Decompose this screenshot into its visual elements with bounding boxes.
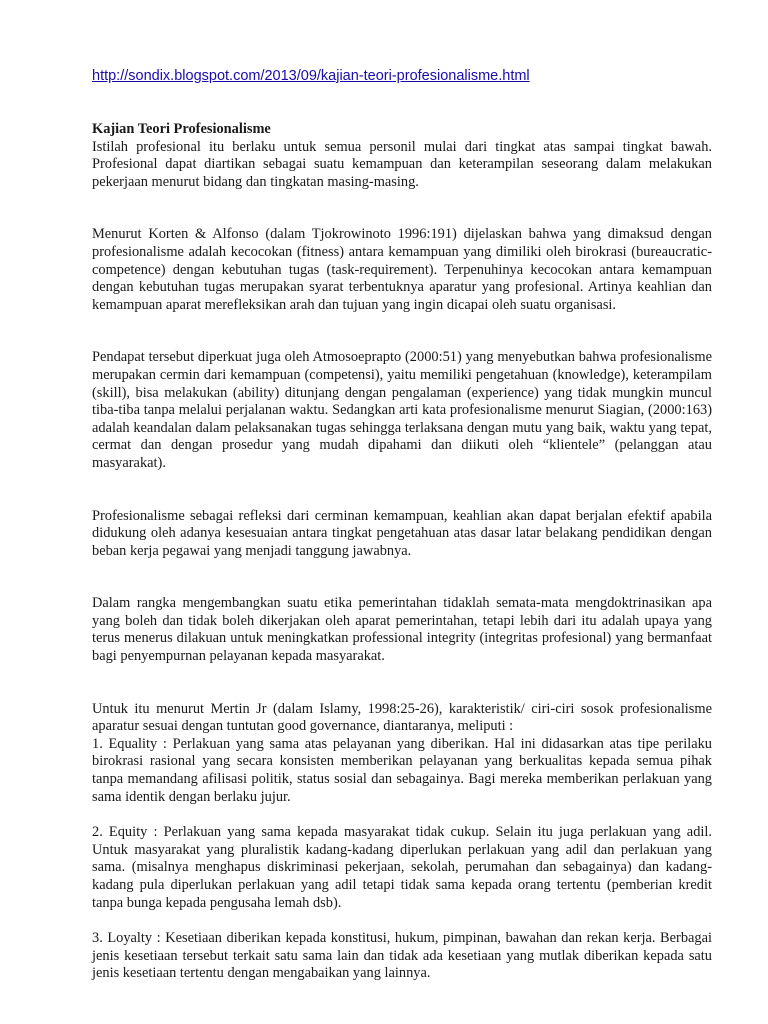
list-item-equality: 1. Equality : Perlakuan yang sama atas pelayanan yang diberikan. Hal ini didasarkan atas tipe perilaku birokrasi rasional yang secara konsisten memberikan pelayanan yang berkualitas kepada semua pihak tanpa memandang afilisasi politik, status sosial dan sebagainya. Bagi mereka memberikan perlakuan yang sama identik dengan berlaku jujur. bbox=[92, 735, 712, 805]
list-item-loyalty: 3. Loyalty : Kesetiaan diberikan kepada konstitusi, hukum, pimpinan, bawahan dan rekan kerja. Berbagai jenis kesetiaan tersebut terkait satu sama lain dan tidak ada kesetiaan yang mutlak diberikan kepada satu jenis kesetiaan tertentu dengan mengabaikan yang lainnya. bbox=[92, 930, 712, 982]
article-body bbox=[92, 121, 712, 983]
article-title: Kajian Teori Profesionalisme bbox=[92, 121, 271, 137]
document-page bbox=[92, 0, 712, 1024]
paragraph-atmosoeprapto: Pendapat tersebut diperkuat juga oleh Atmosoeprapto (2000:51) yang menyebutkan bahwa profesionalisme merupakan cermin dari kemampuan (competensi), yaitu memiliki pengetahuan (knowledge), keterampilam (skill), bisa melakukan (ability) ditunjang dengan pengalaman (experience) yang tidak mungkin muncul tiba-tiba tanpa melalui perjalanan waktu. Sedangkan arti kata profesionalisme menurut Siagian, (2000:163) adalah keandalan dalam pelaksanakan tugas sehingga terlaksana dengan mutu yang baik, waktu yang tepat, cermat dan dengan prosedur yang mudah dipahami dan diikuti oleh “klientele” (pelanggan atau masyarakat). bbox=[92, 349, 712, 471]
paragraph-etika: Dalam rangka mengembangkan suatu etika pemerintahan tidaklah semata-mata mengdoktrinasikan apa yang boleh dan tidak boleh dikerjakan oleh aparat pemerintahan, tetapi lebih dari itu adalah upaya yang terus menerus dilakuan untuk meningkatkan professional integrity (integritas profesional) yang bermanfaat bagi penyempurnan pelayanan kepada masyarakat. bbox=[92, 595, 712, 665]
list-item-equity: 2. Equity : Perlakuan yang sama kepada masyarakat tidak cukup. Selain itu juga perlakuan yang adil. Untuk masyarakat yang pluralistik kadang-kadang diperlukan perlakuan yang adil dan perlakuan yang sama. (misalnya menghapus diskriminasi pekerjaan, sekolah, perumahan dan sebagainya) dan kadang-kadang pula diperlukan perlakuan yang adil tetapi tidak sama kepada orang tertentu (pemberian kredit tanpa bunga kepada pengusaha lemah dsb). bbox=[92, 824, 712, 911]
paragraph-intro: Istilah profesional itu berlaku untuk semua personil mulai dari tingkat atas sampai tingkat bawah. Profesional dapat diartikan sebagai suatu kemampuan dan keterampilan seseorang dalam melakukan pekerjaan menurut bidang dan tingkatan masing-masing. bbox=[92, 138, 712, 190]
paragraph-mertin: Untuk itu menurut Mertin Jr (dalam Islamy, 1998:25-26), karakteristik/ ciri-ciri sosok profesionalisme aparatur sesuai dengan tuntutan good governance, diantaranya, meliputi : bbox=[92, 700, 712, 735]
paragraph-korten-alfonso: Menurut Korten & Alfonso (dalam Tjokrowinoto 1996:191) dijelaskan bahwa yang dimaksud dengan profesionalisme adalah kecocokan (fitness) antara kemampuan yang dimiliki oleh birokrasi (bureaucratic-competence) dengan kebutuhan tugas (task-requirement). Terpenuhinya kecocokan antara kemampuan dengan kebutuhan tugas merupakan syarat terbentuknya aparatur yang profesional. Artinya keahlian dan kemampuan aparat merefleksikan arah dan tujuan yang ingin dicapai oleh suatu organisasi. bbox=[92, 226, 712, 313]
paragraph-refleksi: Profesionalisme sebagai refleksi dari cerminan kemampuan, keahlian akan dapat berjalan efektif apabila didukung oleh adanya kesesuaian antara tingkat pengetahuan atas dasar latar belakang pendidikan dengan beban kerja pegawai yang menjadi tanggung jawabnya. bbox=[92, 507, 712, 559]
source-link[interactable]: http://sondix.blogspot.com/2013/09/kajian-teori-profesionalisme.html bbox=[92, 68, 530, 84]
